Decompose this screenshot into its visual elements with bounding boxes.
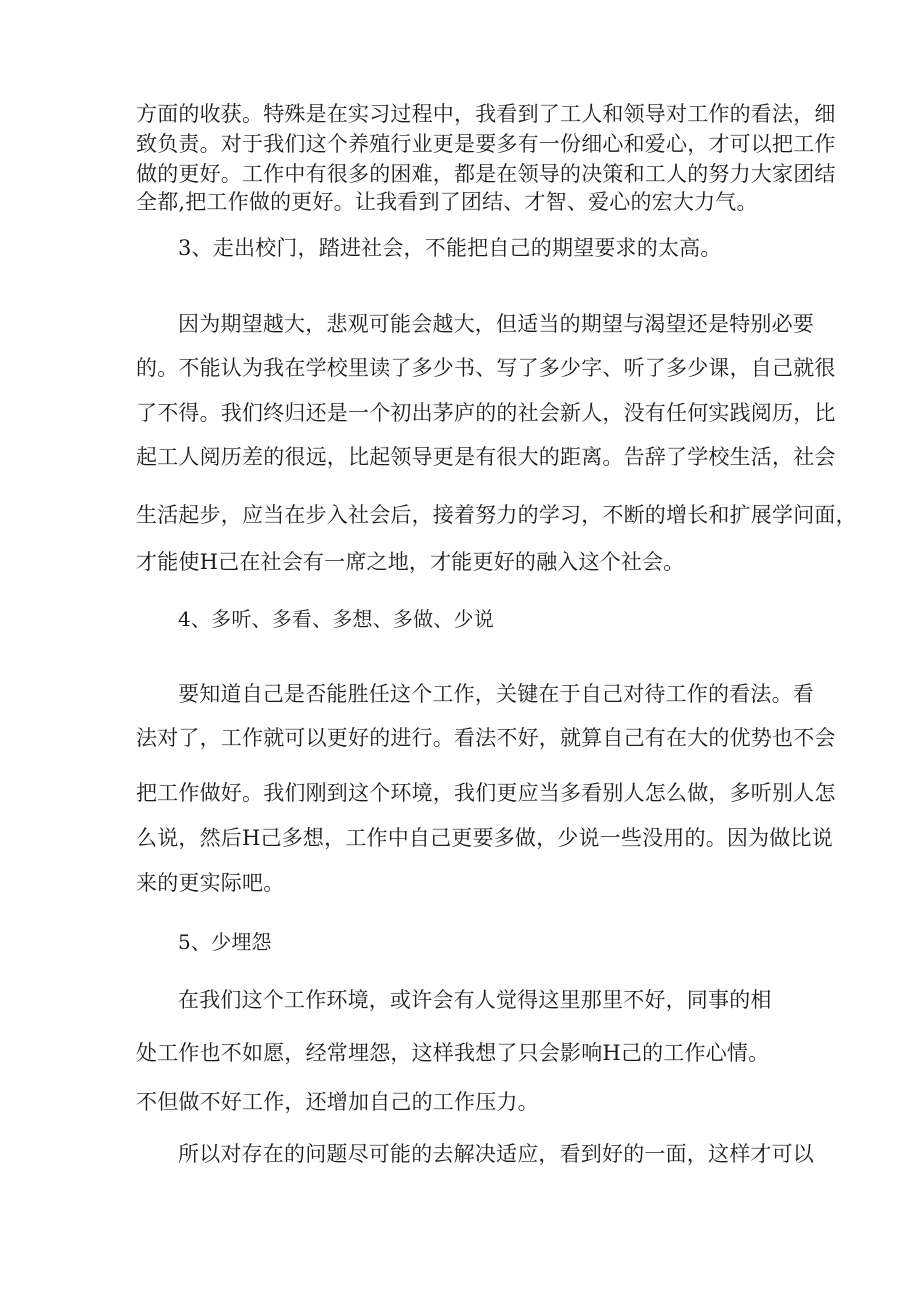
paragraph-line: 么说，然后H己多想，工作中自己更要多做，少说一些没用的。因为做比说 bbox=[136, 826, 833, 850]
paragraph-line: 的。不能认为我在学校里读了多少书、写了多少字、听了多少课，自己就很 bbox=[136, 356, 836, 380]
section-heading-3: 3、走出校门，踏进社会，不能把自己的期望要求的太高。 bbox=[178, 236, 722, 260]
paragraph-line: 了不得。我们终归还是一个初出茅庐的的社会新人，没有任何实践阅历，比 bbox=[136, 401, 836, 425]
paragraph-line: 处工作也不如愿，经常埋怨，这样我想了只会影响H己的工作心情。 bbox=[136, 1041, 770, 1065]
paragraph-line: 把工作做好。我们刚到这个环境，我们更应当多看别人怎么做，多听别人怎 bbox=[136, 781, 836, 805]
paragraph-line: 方面的收获。特殊是在实习过程中，我看到了工人和领导对工作的看法，细 bbox=[136, 102, 836, 126]
paragraph-line: 在我们这个工作环境，或许会有人觉得这里那里不好，同事的相 bbox=[178, 988, 772, 1012]
paragraph-line: 所以对存在的问题尽可能的去解决适应，看到好的一面，这样才可以 bbox=[178, 1142, 814, 1166]
paragraph-line: 生活起步，应当在步入社会后，接着努力的学习，不断的增长和扩展学问面， bbox=[136, 503, 857, 527]
paragraph-line: 致负责。对于我们这个养殖行业更是要多有一份细心和爱心，才可以把工作 bbox=[136, 132, 836, 156]
paragraph-line: 做的更好。工作中有很多的困难，都是在领导的决策和工人的努力大家团结 bbox=[136, 162, 836, 186]
paragraph-line: 因为期望越大，悲观可能会越大，但适当的期望与渴望还是特别必要 bbox=[178, 312, 814, 336]
section-heading-4: 4、多听、多看、多想、多做、少说 bbox=[178, 607, 494, 631]
paragraph-line: 法对了，工作就可以更好的进行。看法不好，就算自己有在大的优势也不会 bbox=[136, 726, 836, 750]
paragraph-line: 要知道自己是否能胜任这个工作，关键在于自己对待工作的看法。看 bbox=[178, 682, 814, 706]
paragraph-line: 不但做不好工作，还增加自己的工作压力。 bbox=[136, 1090, 539, 1114]
paragraph-line: 来的更实际吧。 bbox=[136, 871, 285, 895]
section-heading-5: 5、少埋怨 bbox=[178, 930, 272, 954]
paragraph-line: 全都,把工作做的更好。让我看到了团结、才智、爱心的宏大力气。 bbox=[136, 190, 758, 214]
paragraph-line: 才能使H己在社会有一席之地，才能更好的融入这个社会。 bbox=[136, 550, 685, 574]
paragraph-line: 起工人阅历差的很远，比起领导更是有很大的距离。告辞了学校生活，社会 bbox=[136, 445, 836, 469]
